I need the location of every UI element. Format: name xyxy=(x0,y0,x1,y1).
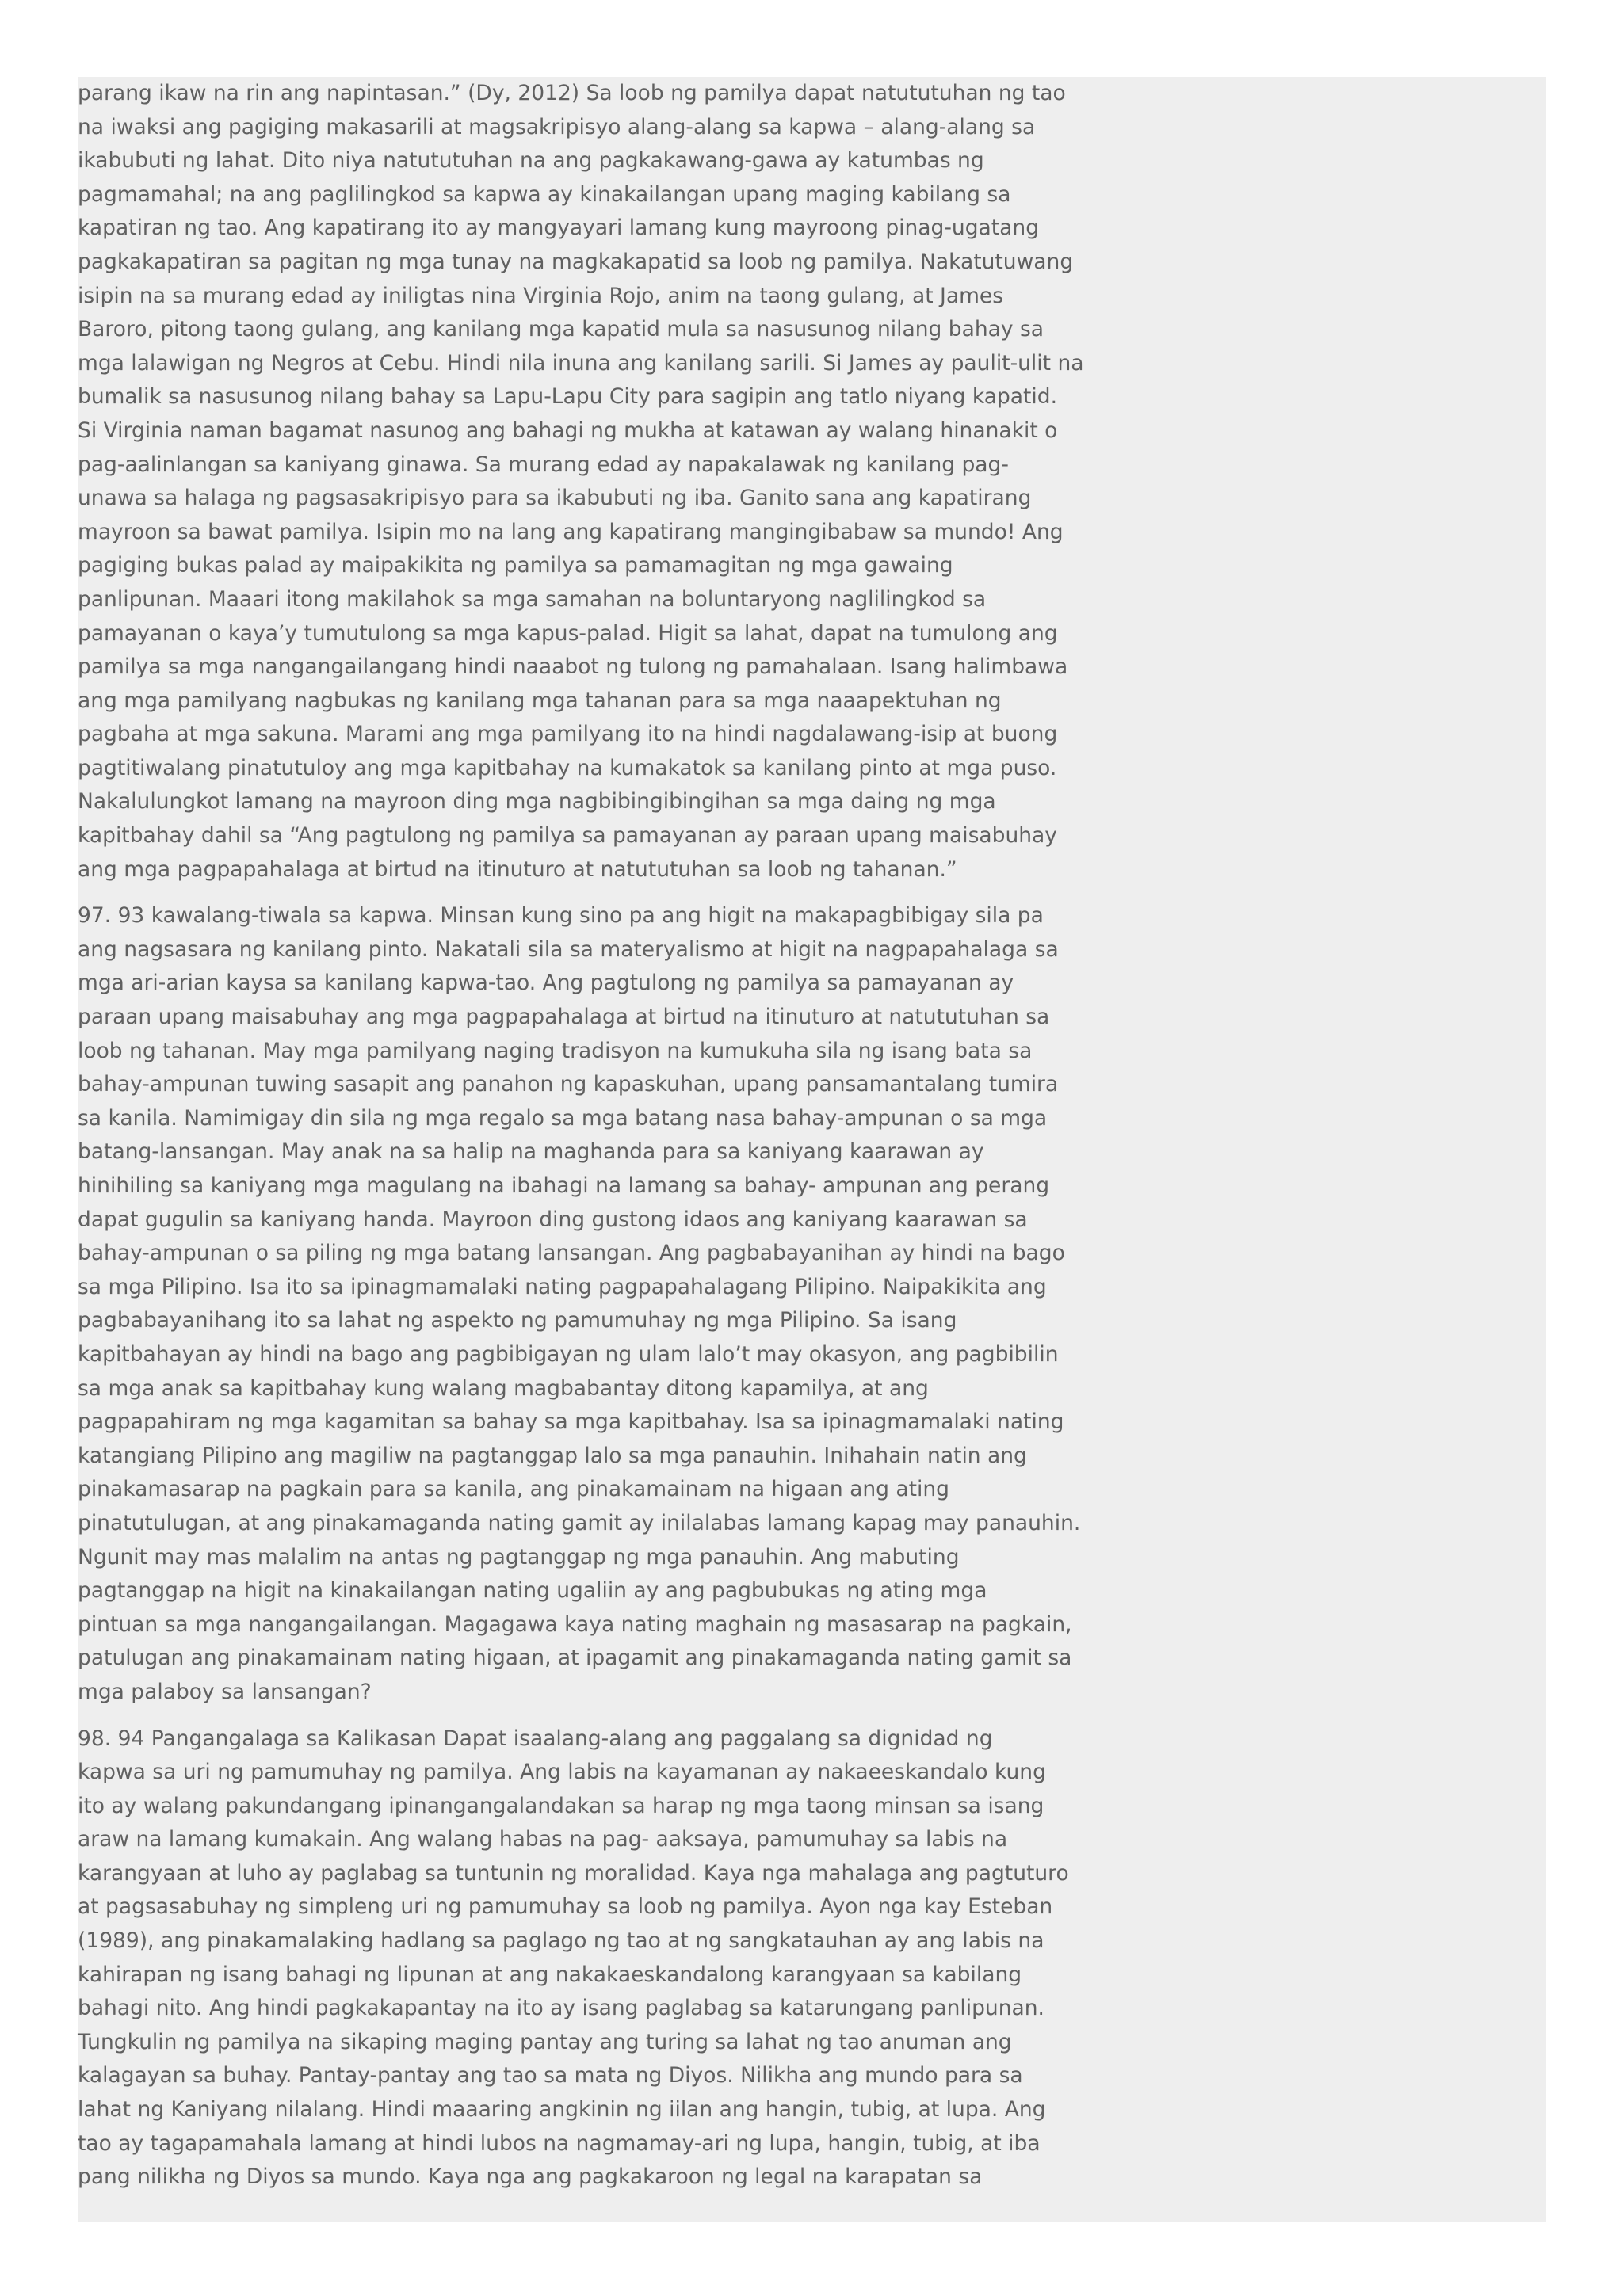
text-line: pamayanan o kaya’y tumutulong sa mga kapus-palad. Higit sa lahat, dapat na tumulong ang xyxy=(78,620,1058,646)
text-line: dapat gugulin sa kaniyang handa. Mayroon ding gustong idaos ang kaniyang kaarawan sa xyxy=(78,1207,1028,1232)
text-line: ito ay walang pakundangang ipinangangalandakan sa harap ng mga taong minsan sa isang xyxy=(78,1793,1044,1818)
text-line: pagkakapatiran sa pagitan ng mga tunay na magkakapatid sa loob ng pamilya. Nakatutuwang xyxy=(78,249,1074,274)
text-line: bahay-ampunan tuwing sasapit ang panahon ng kapaskuhan, upang pansamantalang tumira xyxy=(78,1072,1059,1097)
text-line: mayroon sa bawat pamilya. Isipin mo na lang ang kapatirang mangingibabaw sa mundo! Ang xyxy=(78,519,1064,544)
text-line: patulugan ang pinakamainam nating higaan, at ipagamit ang pinakamaganda nating gamit sa xyxy=(78,1646,1072,1671)
text-line: kapatiran ng tao. Ang kapatirang ito ay mangyayari lamang kung mayroong pinag-ugatang xyxy=(78,215,1040,241)
text-line: batang-lansangan. May anak na sa halip na maghanda para sa kaniyang kaarawan ay xyxy=(78,1139,984,1165)
text-line: araw na lamang kumakain. Ang walang habas na pag- aaksaya, pamumuhay sa labis na xyxy=(78,1827,1008,1852)
text-line: isipin na sa murang edad ay iniligtas nina Virginia Rojo, anim na taong gulang, at James xyxy=(78,283,1004,308)
paragraph xyxy=(78,77,1084,887)
text-line: na iwaksi ang pagiging makasarili at magsakripisyo alang-alang sa kapwa – alang-alang sa xyxy=(78,114,1036,139)
text-line: pagiging bukas palad ay maipakikita ng pamilya sa pamamagitan ng mga gawaing xyxy=(78,553,953,578)
text-line: ang nagsasara ng kanilang pinto. Nakatali sila sa materyalismo at higit na nagpapahalaga sa xyxy=(78,936,1059,962)
text-line: kahirapan ng isang bahagi ng lipunan at ang nakakaeskandalong karangyaan sa kabilang xyxy=(78,1962,1022,1987)
text-line: loob ng tahanan. May mga pamilyang naging tradisyon na kumukuha sila ng isang bata sa xyxy=(78,1038,1033,1063)
text-line: ang mga pamilyang nagbukas ng kanilang mga tahanan para sa mga naaapektuhan ng xyxy=(78,688,1002,713)
text-line: pagmamahal; na ang paglilingkod sa kapwa ay kinakailangan upang maging kabilang sa xyxy=(78,181,1011,207)
text-line: mga palaboy sa lansangan? xyxy=(78,1679,372,1704)
text-line: ikabubuti ng lahat. Dito niya natututuhan na ang pagkakawang-gawa ay katumbas ng xyxy=(78,148,984,174)
text-line: kapitbahayan ay hindi na bago ang pagbibigayan ng ulam lalo’t may okasyon, ang pagbibilin xyxy=(78,1341,1059,1367)
text-line: pinakamasarap na pagkain para sa kanila, ang pinakamainam na higaan ang ating xyxy=(78,1477,949,1502)
text-line: pag-aalinlangan sa kaniyang ginawa. Sa murang edad ay napakalawak ng kanilang pag- xyxy=(78,452,1009,477)
text-line: sa kanila. Namimigay din sila ng mga regalo sa mga batang nasa bahay-ampunan o sa mga xyxy=(78,1105,1048,1131)
text-line: lahat ng Kaniyang nilalang. Hindi maaaring angkinin ng iilan ang hangin, tubig, at lupa. Ang xyxy=(78,2097,1046,2122)
text-line: parang ikaw na rin ang napintasan.” (Dy, 2012) Sa loob ng pamilya dapat natututuhan ng tao xyxy=(78,81,1066,105)
text-line: pintuan sa mga nangangailangan. Magagawa kaya nating maghain ng masasarap na pagkain, xyxy=(78,1611,1072,1637)
text-line: kalagayan sa buhay. Pantay-pantay ang tao sa mata ng Diyos. Nilikha ang mundo para sa xyxy=(78,2063,1023,2088)
text-line: pagbabayanihang ito sa lahat ng aspekto ng pamumuhay ng mga Pilipino. Sa isang xyxy=(78,1308,957,1333)
text-line: sa mga anak sa kapitbahay kung walang magbabantay ditong kapamilya, at ang xyxy=(78,1375,929,1401)
text-line: Baroro, pitong taong gulang, ang kanilang mga kapatid mula sa nasusunog nilang bahay sa xyxy=(78,317,1044,342)
text-line: pinatutulugan, at ang pinakamaganda nating gamit ay inilalabas lamang kapag may panauhin. xyxy=(78,1510,1081,1535)
document-body xyxy=(78,77,1084,2195)
text-line: tao ay tagapamahala lamang at hindi lubos na nagmamay-ari ng lupa, hangin, tubig, at iba xyxy=(78,2130,1041,2156)
text-line: pagtitiwalang pinatutuloy ang mga kapitbahay na kumakatok sa kanilang pinto at mga puso. xyxy=(78,755,1057,780)
text-line: pagtanggap na higit na kinakailangan nating ugaliin ay ang pagbubukas ng ating mga xyxy=(78,1578,987,1604)
text-line: mga ari-arian kaysa sa kanilang kapwa-tao. Ang pagtulong ng pamilya sa pamayanan ay xyxy=(78,971,1014,996)
text-line: sa mga Pilipino. Isa ito sa ipinagmamalaki nating pagpapahalagang Pilipino. Naipakikita ang xyxy=(78,1274,1047,1299)
text-line: paraan upang maisabuhay ang mga pagpapahalaga at birtud na itinuturo at natututuhan sa xyxy=(78,1005,1050,1030)
text-line: pagpapahiram ng mga kagamitan sa bahay sa mga kapitbahay. Isa sa ipinagmamalaki nating xyxy=(78,1409,1064,1435)
text-line: pamilya sa mga nangangailangang hindi naaabot ng tulong ng pamahalaan. Isang halimbawa xyxy=(78,654,1068,680)
text-line: Si Virginia naman bagamat nasunog ang bahagi ng mukha at katawan ay walang hinanakit o xyxy=(78,418,1058,443)
text-line: mga lalawigan ng Negros at Cebu. Hindi nila inuna ang kanilang sarili. Si James ay paulit-ulit na xyxy=(78,350,1084,376)
text-line: Tungkulin ng pamilya na sikaping maging pantay ang turing sa lahat ng tao anuman ang xyxy=(78,2029,1012,2054)
text-line: Ngunit may mas malalim na antas ng pagtanggap ng mga panauhin. Ang mabuting xyxy=(78,1544,960,1569)
text-line: karangyaan at luho ay paglabag sa tuntunin ng moralidad. Kaya nga mahalaga ang pagtuturo xyxy=(78,1860,1069,1886)
text-line: unawa sa halaga ng pagsasakripisyo para sa ikabubuti ng iba. Ganito sana ang kapatirang xyxy=(78,486,1032,511)
text-line: pagbaha at mga sakuna. Marami ang mga pamilyang ito na hindi nagdalawang-isip at buong xyxy=(78,722,1058,747)
text-line: 97. 93 kawalang-tiwala sa kapwa. Minsan kung sino pa ang higit na makapagbibigay sila pa xyxy=(78,903,1044,929)
text-line: bahagi nito. Ang hindi pagkakapantay na ito ay isang paglabag sa katarungang panlipunan. xyxy=(78,1996,1044,2021)
text-line: ang mga pagpapahalaga at birtud na itinuturo at natututuhan sa loob ng tahanan.” xyxy=(78,856,957,882)
text-line: Nakalulungkot lamang na mayroon ding mga nagbibingibingihan sa mga daing ng mga xyxy=(78,789,996,814)
text-line: kapitbahay dahil sa “Ang pagtulong ng pamilya sa pamayanan ay paraan upang maisabuhay xyxy=(78,823,1057,849)
text-line: hinihiling sa kaniyang mga magulang na ibahagi na lamang sa bahay- ampunan ang perang xyxy=(78,1173,1050,1198)
document-page xyxy=(78,77,1546,2222)
text-line: kapwa sa uri ng pamumuhay ng pamilya. Ang labis na kayamanan ay nakaeeskandalo kung xyxy=(78,1760,1046,1785)
paragraph xyxy=(78,1722,1069,2195)
text-line: bahay-ampunan o sa piling ng mga batang lansangan. Ang pagbabayanihan ay hindi na bago xyxy=(78,1241,1065,1266)
text-line: at pagsasabuhay ng simpleng uri ng pamumuhay sa loob ng pamilya. Ayon nga kay Esteban xyxy=(78,1894,1053,1920)
text-line: panlipunan. Maaari itong makilahok sa mga samahan na boluntaryong naglilingkod sa xyxy=(78,586,987,612)
text-line: katangiang Pilipino ang magiliw na pagtanggap lalo sa mga panauhin. Inihahain natin ang xyxy=(78,1443,1027,1468)
text-line: pang nilikha ng Diyos sa mundo. Kaya nga ang pagkakaroon ng legal na karapatan sa xyxy=(78,2164,983,2190)
paragraph xyxy=(78,899,1081,1709)
text-line: (1989), ang pinakamalaking hadlang sa paglago ng tao at ng sangkatauhan ay ang labis na xyxy=(78,1928,1044,1954)
text-line: bumalik sa nasusunog nilang bahay sa Lapu-Lapu City para sagipin ang tatlo niyang kapatid. xyxy=(78,384,1058,410)
text-line: 98. 94 Pangangalaga sa Kalikasan Dapat isaalang-alang ang paggalang sa dignidad ng xyxy=(78,1726,993,1751)
